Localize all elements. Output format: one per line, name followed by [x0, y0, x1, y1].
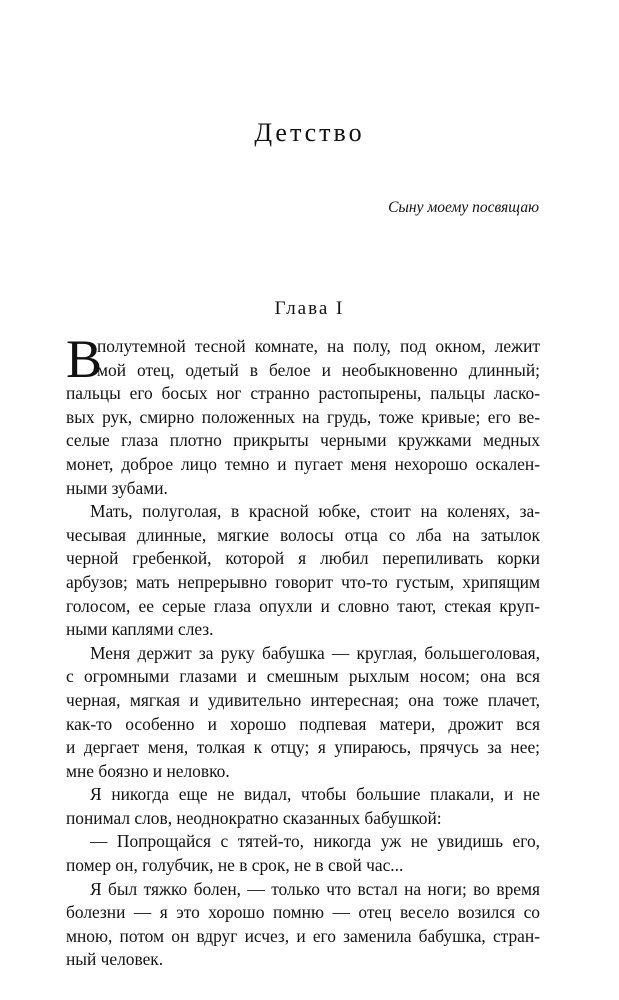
text-line: ный человек. — [66, 949, 164, 970]
text-line: Я никогда еще не видал, чтобы большие плакали, и не — [90, 784, 540, 805]
text-line: помер он, голубчик, не в срок, не в свой час... — [66, 855, 404, 876]
text-line: Мать, полуголая, в красной юбке, стоит на коленях, за- — [90, 501, 540, 522]
text-line: болезни — я это хорошо помню — отец весело возился со — [66, 902, 540, 923]
text-line: — Попрощайся с тятей-то, никогда уж не увидишь его, — [90, 831, 540, 852]
text-line: полутемной тесной комнате, на полу, под окном, лежит — [97, 336, 540, 356]
text-line: голосом, ее серые глаза опухли и словно тают, стекая круп- — [66, 595, 540, 616]
paragraph — [66, 878, 540, 972]
text-line: мною, потом он вдруг исчез, и его заменила бабушка, стран- — [66, 925, 540, 946]
text-line: вых рук, смирно положенных на грудь, тоже кривые; его ве- — [66, 406, 540, 427]
body-text — [66, 329, 540, 972]
drop-cap: В — [66, 329, 103, 389]
text-line: черная, мягкая и удивительно интересная; она тоже плачет, — [66, 689, 540, 710]
paragraph — [66, 830, 540, 877]
text-line: арбузов; мать непрерывно говорит что-то густым, хрипящим — [66, 571, 540, 592]
text-line: монет, доброе лицо темно и пугает меня нехорошо оскален- — [66, 453, 540, 474]
text-line: как-то особенно и хорошо подпевая матери, дрожит вся — [66, 713, 540, 734]
text-line: чесывая длинные, мягкие волосы отца со лба на затылок — [66, 524, 540, 545]
text-line: черной гребенкой, которой я любил перепиливать корки — [66, 548, 540, 569]
text-line: селые глаза плотно прикрыты черными кружками медных — [66, 430, 540, 451]
text-line: пальцы его босых ног странно растопырены, пальцы ласко- — [66, 383, 540, 404]
text-line: Я был тяжко болен, — только что встал на ноги; во время — [90, 878, 540, 899]
paragraph — [66, 329, 540, 500]
paragraph — [66, 783, 540, 830]
dedication: Сыну моему посвящаю — [388, 199, 539, 216]
book-title: Детство — [254, 118, 365, 147]
chapter-heading: Глава I — [274, 298, 345, 319]
paragraph — [66, 500, 540, 642]
text-line: ными каплями слез. — [66, 619, 214, 640]
text-line: мой отец, одетый в белое и необыкновенно длинный; — [97, 359, 540, 380]
text-line: мне боязно и неловко. — [66, 760, 230, 781]
text-line: и дергает меня, толкая к отцу; я упираюсь, прячусь за нее; — [66, 737, 540, 758]
paragraph — [66, 642, 540, 784]
text-line: понимал слов, неоднократно сказанных бабушкой: — [66, 807, 442, 828]
text-line: ными зубами. — [66, 477, 168, 498]
text-line: с огромными глазами и смешным рыхлым носом; она вся — [66, 666, 540, 687]
text-line: Меня держит за руку бабушка — круглая, большеголовая, — [90, 642, 540, 663]
